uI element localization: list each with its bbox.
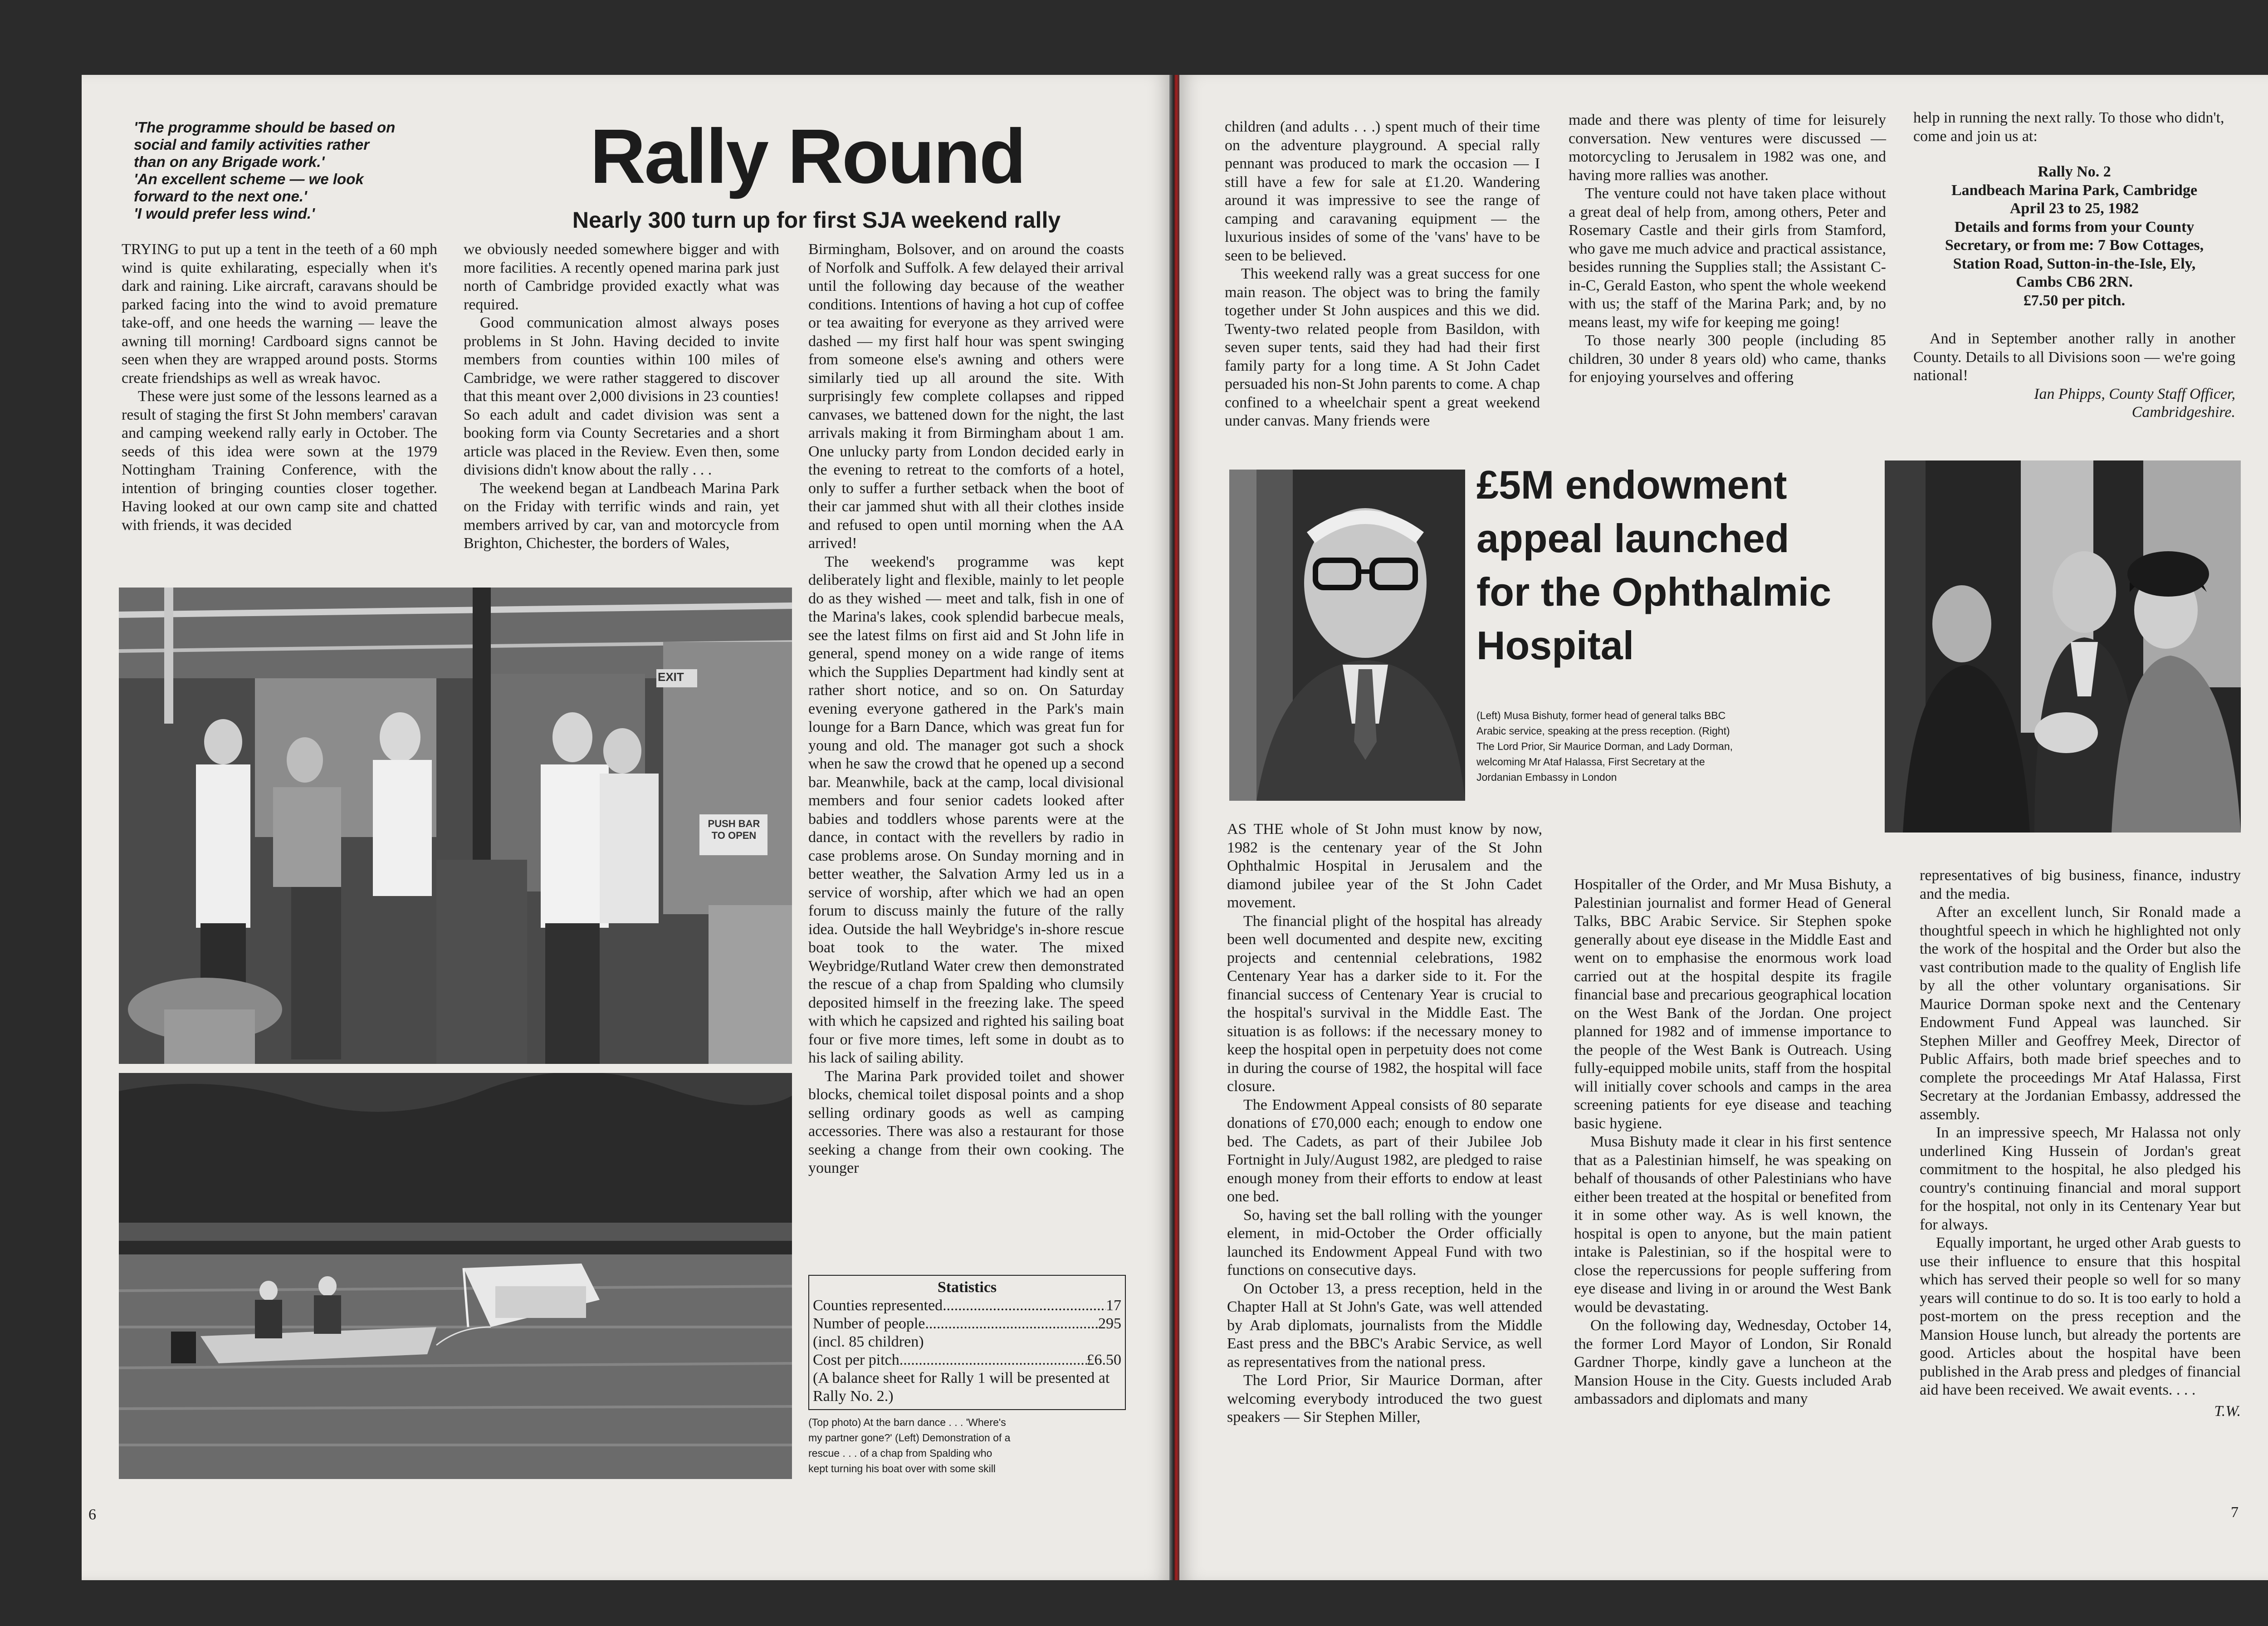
stat-row <box>813 1351 1121 1369</box>
paragraph: After an excellent lunch, Sir Ronald made a thoughtful speech in which he highlighted not only the work of the hospital and the Order but also the vast contribution made to the quality of English life by all the other voluntary organisations. Sir Maurice Dorman spoke next and the Centenary Endowment Fund Appeal was launched. Sir Stephen Miller and Geoffrey Meek, Director of Public Affairs, both made brief speeches and to complete the proceedings Mr Ataf Halassa, First Secretary at the Jordanian Embassy, addressed the assembly. <box>1920 904 2241 1123</box>
stat-row <box>813 1315 1121 1333</box>
rally-continued-column-1 <box>1225 118 1540 431</box>
stat-value: 17 <box>1106 1297 1121 1314</box>
paragraph: Equally important, he urged other Arab guests to use their influence to ensure that this hospital which has served their people so well for so many years will continue to do so. It is too early to hold a post-mortem on the press reception and the Mansion House lunch, but already the portents are good. Articles about the hospital have been published in the Arab press and pledges of financial aid have been received. We await events. . . . <box>1920 1234 2241 1398</box>
headline-line: Hospital <box>1476 623 1634 668</box>
rally-info-line: Details and forms from your County <box>1954 218 2195 235</box>
caption-line: Jordanian Embassy in London <box>1476 771 1617 783</box>
article-subtitle: Nearly 300 turn up for first SJA weekend rally <box>572 207 1061 233</box>
page-number-left: 6 <box>88 1506 96 1523</box>
rally-info-line: Cambs CB6 2RN. <box>2016 274 2133 290</box>
endowment-column-2 <box>1574 876 1892 1409</box>
paragraph: In an impressive speech, Mr Halassa not only underlined King Hussein of Jordan's great commitment to the hospital, he also pledged his country's continuing financial and moral support for the hospital, not only in its Centenary Year but for always. <box>1920 1124 2241 1233</box>
stat-label: Counties represented <box>813 1297 943 1314</box>
statistics-box <box>808 1275 1126 1410</box>
rally-info-line: April 23 to 25, 1982 <box>2009 200 2139 217</box>
paragraph: AS THE whole of St John must know by now, 1982 is the centenary year of the St John Ophthalmic Hospital in Jerusalem and the diamond jubilee year of the St John Cadet movement. <box>1227 821 1542 911</box>
lord-prior-group-photo <box>1885 460 2241 833</box>
caption-line: Arabic service, speaking at the press reception. (Right) <box>1476 725 1730 737</box>
paragraph: The Endowment Appeal consists of 80 separate donations of £70,000 each; enough to endow one bed. The Cadets, as part of their Jubilee Job Fortnight in July/August 1982, are pledged to raise enough money from their efforts to endow at least one bed. <box>1227 1096 1542 1205</box>
photo-caption-right <box>1476 708 1803 785</box>
paragraph: This weekend rally was a great success for one main reason. The object was to bring the family together under St John auspices and this we did. Twenty-two related people from Basildon, with seven super tents, said they had had their first family party for a long time. A St John Cadet persuaded his non-St John parents to come. A chap confined to a wheelchair spent a great weekend under canvas. Many friends were <box>1225 265 1540 429</box>
rally-info-line: Landbeach Marina Park, Cambridge <box>1951 181 2198 199</box>
paragraph: So, having set the ball rolling with the younger element, in mid-October the Order officially launched its Endowment Appeal Fund with two functions on consecutive days. <box>1227 1206 1542 1278</box>
stat-value: £6.50 <box>1086 1352 1121 1368</box>
spine <box>1169 75 1180 1580</box>
paragraph: we obviously needed somewhere bigger and with more facilities. A recently opened marina park just north of Cambridge provided exactly what was required. <box>464 241 779 313</box>
paragraph: The Lord Prior, Sir Maurice Dorman, after welcoming everybody introduced the two guest speakers — Sir Stephen Miller, <box>1227 1372 1542 1425</box>
photo-caption-left <box>808 1415 1126 1476</box>
headline-line: appeal launched <box>1476 516 1789 561</box>
rally-info <box>1913 163 2235 310</box>
caption-line: The Lord Prior, Sir Maurice Dorman, and Lady Dorman, <box>1476 740 1733 752</box>
portrait-illustration <box>1229 470 1465 801</box>
author-signature <box>1913 385 2235 422</box>
stat-note: (A balance sheet for Rally 1 will be presented at Rally No. 2.) <box>813 1370 1110 1405</box>
stat-label: Number of people <box>813 1315 925 1332</box>
paragraph: The weekend began at Landbeach Marina Park on the Friday with terrific winds and rain, yet members arrived by car, van and motorcycle from Brighton, Chichester, the borders of Wales, <box>464 480 779 552</box>
paragraph: The Marina Park provided toilet and shower blocks, chemical toilet disposal points and a shop selling ordinary goods as well as camping accessories. There was also a restaurant for those seeking a change from their own cooking. The younger <box>808 1068 1124 1176</box>
paragraph: To those nearly 300 people (including 85 children, 30 under 8 years old) who came, thanks for enjoying yourselves and offering <box>1569 332 1886 386</box>
rally-info-line: £7.50 per pitch. <box>2023 292 2126 309</box>
pull-quote <box>134 119 447 222</box>
endowment-column-1 <box>1227 820 1542 1427</box>
rally-column-1 <box>122 240 437 534</box>
endowment-column-3 <box>1920 867 2241 1420</box>
musa-bishuty-photo <box>1229 470 1465 801</box>
page-number-right: 7 <box>2231 1504 2239 1521</box>
paragraph: representatives of big business, finance, industry and the media. <box>1920 867 2241 902</box>
paragraph: help in running the next rally. To those who didn't, come and join us at: <box>1913 109 2224 145</box>
quote-line: 'The programme should be based on <box>134 119 396 136</box>
push-bar-sign: PUSH BAR TO OPEN <box>708 818 760 841</box>
headline-line: for the Ophthalmic <box>1476 569 1832 614</box>
caption-line: my partner gone?' (Left) Demonstration of a <box>808 1432 1011 1444</box>
caption-line: (Top photo) At the barn dance . . . 'Where's <box>808 1416 1006 1428</box>
quote-line: social and family activities rather <box>134 136 370 153</box>
paragraph: Hospitaller of the Order, and Mr Musa Bishuty, a Palestinian journalist and former Head of General Talks, BBC Arabic Service. Sir Stephen spoke generally about eye disease in the Middle East and went on to emphasise the enormous work load carried out at the hospital despite its fragile financial base and precarious geographical location on the West Bank of the Jordan. One project planned for 1982 and of immense importance to the people of the West Bank is Outreach. Using fully-equipped mobile units, staff from the hospital will initially cover schools and camps in the area screening patients for eye disease and teaching basic hygiene. <box>1574 876 1892 1132</box>
paragraph: Good communication almost always poses problems in St John. Having decided to invite members from counties within 100 miles of Cambridge, we were rather staggered to discover that this meant over 2,000 divisions in 23 counties! So each adult and cadet division was sent a booking form via County Secretaries and a short article was placed in the Review. Even then, some divisions didn't know about the rally . . . <box>464 314 779 478</box>
author-initials: T.W. <box>2214 1402 2241 1420</box>
paragraph: made and there was plenty of time for leisurely conversation. New ventures were discussed — motorcycling to Jerusalem in 1982 was one, and having more rallies was another. <box>1569 112 1886 184</box>
caption-line: welcoming Mr Ataf Halassa, First Secretary at the <box>1476 756 1705 768</box>
paragraph: TRYING to put up a tent in the teeth of a 60 mph wind is quite exhilarating, especially when it's dark and raining. Like aircraft, caravans should be parked facing into the wind to avoid premature take-off, and one heeds the warning — leave the awning till morning! Cardboard signs cannot be seen when they are wrapped around posts. Storms create friendships as well as wreak havoc. <box>122 241 437 387</box>
rally-info-line: Rally No. 2 <box>2038 163 2111 180</box>
rally-continued-column-2 <box>1569 111 1886 387</box>
stat-leader <box>925 1315 1098 1333</box>
stat-note: (incl. 85 children) <box>813 1333 924 1350</box>
exit-sign: EXIT <box>658 670 684 684</box>
endowment-headline <box>1476 458 1894 672</box>
article-title: Rally Round <box>590 113 1025 200</box>
quote-line: forward to the next one.' <box>134 188 307 205</box>
lake-rescue-illustration <box>119 1073 792 1479</box>
rally-column-3 <box>808 240 1124 1178</box>
paragraph: On October 13, a press reception, held in the Chapter Hall at St John's Gate, was well attended by Arab diplomats, journalists from the Middle East press and the BBC's Arabic Service, as well as representatives from the national press. <box>1227 1280 1542 1371</box>
stat-label: Cost per pitch <box>813 1352 899 1368</box>
barn-dance-illustration <box>119 588 792 1064</box>
barn-dance-photo <box>119 588 792 1064</box>
paragraph: These were just some of the lessons learned as a result of staging the first St John members' caravan and camping weekend rally early in October. The seeds of this idea were sown at the 1979 Nottingham Training Conference, with the intention of bringing counties closer together. Having looked at our own camp site and chatted with friends, it was decided <box>122 388 437 534</box>
paragraph: The venture could not have taken place without a great deal of help from, among others, Peter and Rosemary Castle and their girls from Stamford, who gave me much advice and practical assistance, besides running the Supplies stall; the Assistant C-in-C, Gerald Easton, who spent the whole weekend with us; the staff of the Marina Park; and, by no means least, my wife for keeping me going! <box>1569 185 1886 331</box>
paragraph: children (and adults . . .) spent much of their time on the adventure playground. A special rally pennant was produced to mark the occasion — I still have a few for sale at £1.20. Wandering around it was impressive to see the range of camping and caravaning equipment — the luxurious insides of some of the 'vans' have to be seen to be believed. <box>1225 118 1540 264</box>
statistics-heading: Statistics <box>937 1279 997 1296</box>
group-illustration <box>1885 460 2241 833</box>
signature-line: Ian Phipps, County Staff Officer, <box>2034 385 2235 402</box>
lake-rescue-photo <box>119 1073 792 1479</box>
paragraph: And in September another rally in another County. Details to all Divisions soon — we're going national! <box>1913 330 2235 384</box>
rally-info-line: Station Road, Sutton-in-the-Isle, Ely, <box>1953 255 2196 272</box>
rally-column-2 <box>464 240 779 553</box>
paragraph: On the following day, Wednesday, October 14, the former Lord Mayor of London, Sir Ronald Gardner Thorpe, kindly gave a luncheon at the Mansion House in the City. Guests included Arab ambassadors and diplomats and many <box>1574 1317 1892 1407</box>
caption-line: (Left) Musa Bishuty, former head of general talks BBC <box>1476 710 1726 721</box>
caption-line: rescue . . . of a chap from Spalding who <box>808 1447 992 1459</box>
paragraph: Birmingham, Bolsover, and on around the coasts of Norfolk and Suffolk. A few delayed their arrival until the following day because of the weather conditions. Intentions of having a hot cup of coffee or tea awaiting for everyone as they arrived were dashed — my first half hour was spent swinging from someone else's awning and others were similarly tied up all around the site. With surprisingly few complete collapses and ripped canvases, we battened down for the night, the last arrivals making it from Birmingham about 1 am. One unlucky party from London decided early in the evening to retreat to the comforts of a hotel, only to suffer a further setback when the boot of their car jammed shut with all their clothes inside and refused to open until morning when the AA arrived! <box>808 241 1124 552</box>
stat-leader <box>943 1297 1106 1315</box>
quote-line: 'I would prefer less wind.' <box>134 205 315 222</box>
paragraph: Musa Bishuty made it clear in his first sentence that as a Palestinian himself, he was speaking on behalf of thousands of other Palestinians who have either been treated at the hospital or benefited from it in some other way. As is well known, the hospital is open to anyone, but the main patient intake is Palestinian, so if the hospital were to close the repercussions for people suffering from eye disease and living in or around the West Bank would be devastating. <box>1574 1133 1892 1316</box>
quote-line: 'An excellent scheme — we look <box>134 171 364 187</box>
stat-row <box>813 1297 1121 1315</box>
headline-line: £5M endowment <box>1476 462 1787 507</box>
paragraph: The financial plight of the hospital has already been well documented and despite new, exciting projects and centennial celebrations, 1982 Centenary Year has a darker side to it. For the financial success of Centenary Year is crucial to the hospital's survival in the Middle East. The situation is as follows: if the necessary money to keep the hospital open in perpetuity does not come in during the course of 1982, the hospital will face closure. <box>1227 912 1542 1095</box>
stat-leader <box>899 1351 1087 1369</box>
signature-line: Cambridgeshire. <box>2131 404 2235 421</box>
stat-value: 295 <box>1098 1315 1121 1332</box>
paragraph: The weekend's programme was kept deliberately light and flexible, mainly to let people do as they wished — meet and talk, fish in one of the Marina's lakes, cook splendid barbecue meals, see the latest films on first aid and St John life in general, spend money on a wide range of items which the Supplies Department had kindly sent at rather short notice, and so on. On Saturday evening everyone gathered in the Park's main lounge for a Barn Dance, which was great fun for young and old. The manager got such a shock when he saw the crowd that he opened up a second bar. Meanwhile, back at the camp, local divisional members and four senior cadets looked after babies and toddlers whose parents were at the dance, in contact with the revellers by radio in case problems arose. On Sunday morning and in better weather, the Salvation Army led us in a service of worship, after which we had an open forum to discuss mainly the future of the rally idea. Outside the hall Weybridge's in-shore rescue boat took to the water. The mixed Weybridge/Rutland Water crew then demonstrated the rescue of a chap from Spalding who clumsily deposited himself in the freezing lake. The speed with which he capsized and righted his sailing boat four or five more times, left some in doubt as to his lack of sailing ability. <box>808 553 1124 1066</box>
caption-line: kept turning his boat over with some skill <box>808 1463 996 1474</box>
quote-line: than on any Brigade work.' <box>134 153 325 170</box>
rally-info-line: Secretary, or from me: 7 Bow Cottages, <box>1945 237 2204 254</box>
rally-continued-column-3 <box>1913 109 2235 422</box>
